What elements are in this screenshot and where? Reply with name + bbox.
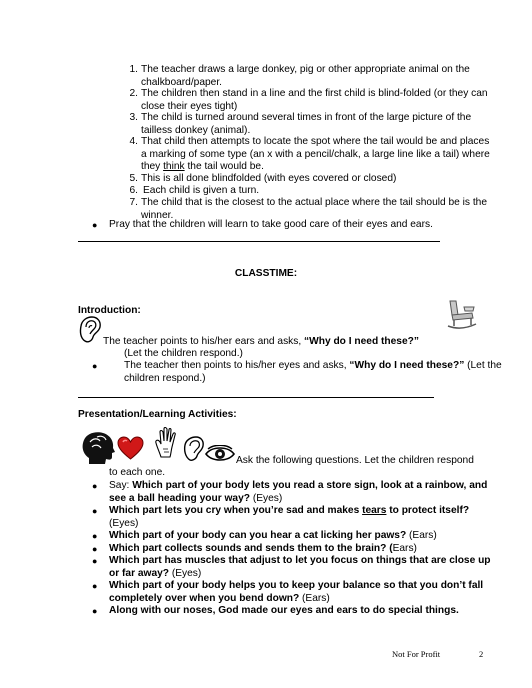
eye-icon [205,445,235,463]
step-text: The children then stand in a line and the first child is blind-folded (or they can close their eyes tight) [141,88,488,112]
question-5 [109,555,497,580]
step-number: 3. [129,112,138,123]
step-text-part: the tail would be. [184,161,264,173]
question-4 [109,543,499,556]
question-bold [109,505,469,516]
question-bold: Which part has muscles that adjust to let you focus on things that are close up or far away? [109,555,491,579]
step-4 [120,136,490,174]
bullet-icon: ● [92,506,98,516]
question-1 [109,480,489,505]
step-text-underlined: think [163,161,185,173]
question-answer: (Eyes) [249,492,283,504]
step-text [141,136,490,174]
presentation-lead-cont: to each one. [109,467,166,478]
step-3 [120,112,490,137]
step-text-part: That child then attempts to locate the spot where the tail would be and places a marking of some type (an x with a pencil/chalk, a large line like a tail) where they [141,136,490,173]
introduction-heading: Introduction: [78,305,141,316]
intro-text: The teacher points to his/her ears and asks, [103,336,305,347]
footer-label: Not For Profit [392,649,441,659]
bullet-icon: ● [92,361,98,371]
step-text: The child that is the closest to the actual place where the tail should be is the winner. [141,197,488,221]
step-number: 2. [129,88,138,99]
heart-icon [117,436,144,461]
bullet-icon: ● [92,531,98,541]
intro-point-1 [103,336,503,349]
divider [78,241,440,242]
step-number: 1. [129,64,138,75]
question-2 [109,505,489,530]
question-7 [109,605,519,618]
question-answer: (Ears) [299,592,330,604]
question-bold: Which part of your body lets you read a store sign, look at a rainbow, and see a ball heading your way? [109,480,488,504]
question-bold: Which part collects sounds and sends them to the brain? ( [109,543,393,554]
ear-icon [78,316,102,344]
ear-icon [183,436,205,462]
divider [78,397,434,398]
bullet-icon: ● [92,581,98,591]
intro-text: The teacher then points to his/her eyes and asks, [124,360,350,371]
step-text: The teacher draws a large donkey, pig or other appropriate animal on the chalkboard/paper. [141,64,470,88]
step-2 [120,88,490,113]
bullet-icon: ● [92,544,98,554]
page-number: 2 [479,649,484,659]
intro-question: “Why do I need these?” [304,336,419,347]
step-text: Each child is given a turn. [143,185,260,196]
bullet-icon: ● [92,481,98,491]
question-bold: Which part of your body helps you to keep your balance so that you don’t fall completely over when you bend down? [109,580,484,604]
question-bold-part: Which part lets you cry when you’re sad and makes [109,505,363,516]
question-bold: Along with our noses, God made our eyes and ears to do special things. [109,605,459,616]
question-bold-part: to protect itself? [386,505,470,516]
question-text: Say: [109,480,133,491]
step-6 [120,185,490,198]
question-answer: Ears) [392,543,417,554]
question-answer: (Eyes) [109,517,139,529]
question-bold: Which part of your body can you hear a cat licking her paws? [109,530,407,541]
step-text: The child is turned around several times in front of the large picture of the tailless donkey (animal). [141,112,472,136]
question-3 [109,530,499,543]
bullet-icon: ● [92,606,98,616]
rocking-chair-icon [444,297,478,331]
step-5 [120,173,490,186]
question-6 [109,580,493,605]
bullet-icon: ● [92,556,98,566]
intro-point-2 [124,360,512,385]
question-answer: (Ears) [406,530,437,541]
step-number: 4. [129,136,138,147]
intro-text: (Let the children respond.) [124,360,502,384]
bullet-icon: ● [92,220,98,230]
head-profile-icon [79,430,117,466]
pray-text: Pray that the children will learn to take good care of their eyes and ears. [109,219,433,230]
step-number: 5. [129,173,138,184]
step-number: 6. [129,185,138,196]
step-1 [120,64,490,89]
presentation-heading: Presentation/Learning Activities: [78,409,237,420]
question-answer: (Eyes) [169,567,202,579]
question-bold-underlined: tears [362,505,387,516]
intro-question: “Why do I need these?” [349,360,465,371]
presentation-lead: Ask the following questions. Let the children respond [236,455,474,466]
classtime-heading: CLASSTIME: [234,268,298,279]
step-number: 7. [129,197,138,208]
intro-respond-1: (Let the children respond.) [124,348,243,359]
step-text: This is all done blindfolded (with eyes covered or closed) [141,173,397,184]
hand-icon [155,427,179,459]
